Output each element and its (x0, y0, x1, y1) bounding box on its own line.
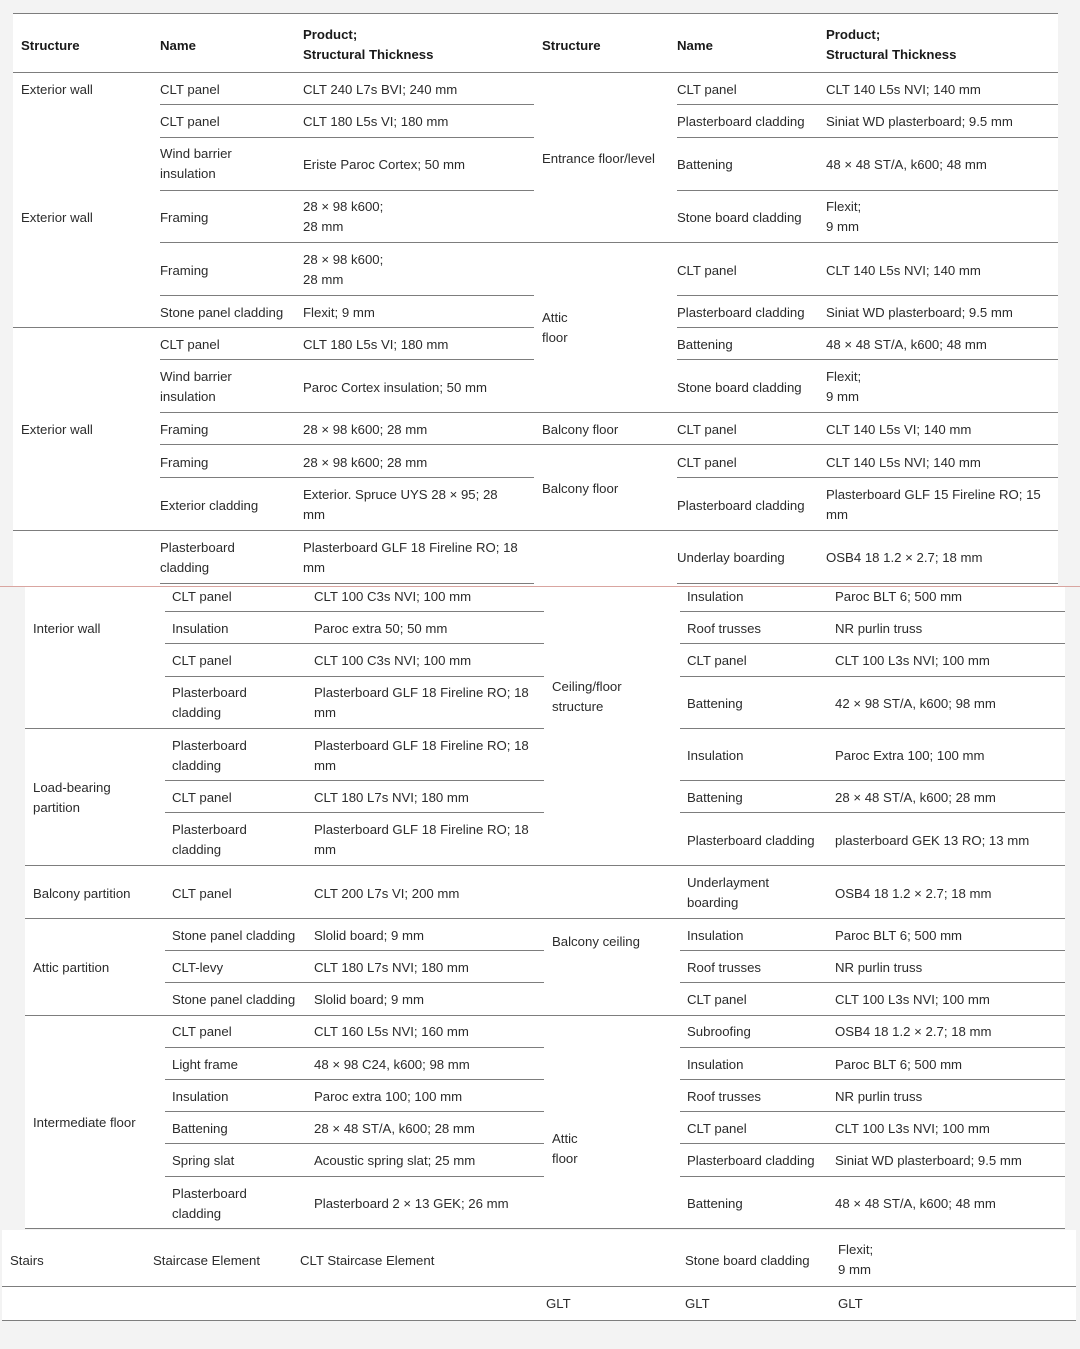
table-cell: CLT 140 L5s VI; 140 mm (826, 422, 972, 437)
table-cell: Balcony ceiling (552, 934, 640, 949)
table-rule (677, 190, 1058, 191)
table-cell: Exterior wall (21, 422, 93, 437)
header-product: Product; Structural Thickness (303, 27, 434, 62)
table-cell: Flexit; 9 mm (826, 199, 862, 234)
table-cell: Stone board cladding (677, 380, 802, 395)
table-cell: Siniat WD plasterboard; 9.5 mm (826, 114, 1013, 129)
table-cell: 28 × 48 ST/A, k600; 28 mm (314, 1121, 475, 1136)
table-cell: 48 × 48 ST/A, k600; 48 mm (835, 1196, 996, 1211)
table-rule (160, 583, 534, 584)
table-cell: NR purlin truss (835, 621, 923, 636)
table-cell: OSB4 18 1.2 × 2.7; 18 mm (826, 550, 983, 565)
table-footer-panel (2, 1230, 1076, 1320)
table-rule (680, 728, 1065, 729)
table-rule (160, 137, 534, 138)
table-cell: Stone board cladding (685, 1253, 810, 1268)
table-cell: Roof trusses (687, 960, 762, 975)
table-cell: Entrance floor/level (542, 151, 655, 166)
table-cell: CLT panel (677, 263, 737, 278)
table-rule (680, 643, 1065, 644)
table-cell: Wind barrier insulation (160, 369, 232, 404)
table-rule (534, 412, 1058, 413)
table-cell: Siniat WD plasterboard; 9.5 mm (826, 305, 1013, 320)
table-cell: Battening (172, 1121, 228, 1136)
table-rule (534, 444, 1058, 445)
table-rule (160, 190, 534, 191)
table-cell: CLT panel (677, 422, 737, 437)
table-cell: Framing (160, 455, 209, 470)
table-cell: CLT 180 L7s NVI; 180 mm (314, 790, 469, 805)
table-cell: Flexit; 9 mm (838, 1242, 874, 1277)
table-rule (677, 477, 1058, 478)
table-cell: 48 × 48 ST/A, k600; 48 mm (826, 157, 987, 172)
table-cell: CLT 100 C3s NVI; 100 mm (314, 653, 472, 668)
table-cell: Plasterboard cladding (677, 114, 805, 129)
table-cell: Plasterboard cladding (172, 822, 247, 857)
table-cell: CLT panel (172, 790, 232, 805)
top-border (13, 13, 1058, 14)
table-rule (160, 104, 534, 105)
table-cell: Stone panel cladding (172, 992, 296, 1007)
table-rule (534, 242, 1058, 243)
table-cell: CLT 100 L3s NVI; 100 mm (835, 653, 990, 668)
table-cell: CLT 140 L5s NVI; 140 mm (826, 263, 981, 278)
table-cell: Plasterboard GLF 18 Fireline RO; 18 mm (314, 685, 529, 720)
table-cell: CLT panel (677, 82, 737, 97)
table-cell: Framing (160, 263, 209, 278)
table-cell: Paroc extra 100; 100 mm (314, 1089, 463, 1104)
table-cell: Attic floor (552, 1131, 578, 1166)
table-cell: CLT panel (172, 1024, 232, 1039)
table-cell: Stone panel cladding (160, 305, 284, 320)
table-cell: plasterboard GEK 13 RO; 13 mm (835, 833, 1030, 848)
table-cell: CLT panel (172, 886, 232, 901)
table-cell: Stone board cladding (677, 210, 802, 225)
table-rule (680, 1176, 1065, 1177)
table-cell: Balcony floor (542, 481, 619, 496)
header-product-right: Product; Structural Thickness (826, 27, 957, 62)
header-name: Name (160, 38, 196, 53)
table-cell: Battening (677, 157, 733, 172)
table-cell: CLT-levy (172, 960, 224, 975)
table-cell: Framing (160, 422, 209, 437)
table-cell: Roof trusses (687, 1089, 762, 1104)
table-cell: GLT (685, 1296, 710, 1311)
table-cell: CLT 200 L7s VI; 200 mm (314, 886, 460, 901)
table-cell: Paroc Cortex insulation; 50 mm (303, 380, 487, 395)
table-rule (25, 865, 1065, 866)
table-cell: GLT (546, 1296, 571, 1311)
table-cell: 28 × 98 k600; 28 mm (303, 455, 428, 470)
table-rule (165, 1111, 544, 1112)
table-cell: CLT panel (687, 653, 747, 668)
table-cell: Plasterboard cladding (172, 738, 247, 773)
table-rule (165, 982, 544, 983)
table-cell: Paroc extra 50; 50 mm (314, 621, 448, 636)
table-cell: Plasterboard cladding (172, 685, 247, 720)
table-rule (2, 1320, 1076, 1321)
table-cell: CLT panel (687, 1121, 747, 1136)
table-cell: Plasterboard GLF 15 Fireline RO; 15 mm (826, 487, 1041, 522)
table-cell: CLT 180 L5s VI; 180 mm (303, 114, 449, 129)
table-cell: Siniat WD plasterboard; 9.5 mm (835, 1153, 1022, 1168)
table-cell: Staircase Element (153, 1253, 261, 1268)
table-rule (677, 295, 1058, 296)
table-rule (677, 104, 1058, 105)
table-rule (165, 1176, 544, 1177)
table-cell: Stairs (10, 1253, 44, 1268)
table-cell: CLT panel (172, 653, 232, 668)
table-cell: 48 × 98 C24, k600; 98 mm (314, 1057, 470, 1072)
table-rule (677, 137, 1058, 138)
table-cell: Insulation (172, 1089, 229, 1104)
table-rule (160, 477, 534, 478)
table-cell: Plasterboard cladding (160, 540, 235, 575)
table-rule (680, 676, 1065, 677)
table-cell: Balcony partition (33, 886, 131, 901)
table-rule (165, 676, 544, 677)
table-cell: Plasterboard GLF 18 Fireline RO; 18 mm (303, 540, 518, 575)
table-cell: Insulation (687, 1057, 744, 1072)
table-cell: Light frame (172, 1057, 238, 1072)
table-rule (677, 359, 1058, 360)
table-rule (680, 1047, 1065, 1048)
table-rule (165, 643, 544, 644)
table-cell: 28 × 98 k600; 28 mm (303, 422, 428, 437)
table-cell: CLT panel (172, 589, 232, 604)
table-cell: Framing (160, 210, 209, 225)
table-rule (25, 728, 544, 729)
table-cell: Plasterboard cladding (687, 1153, 815, 1168)
table-cell: Plasterboard cladding (677, 305, 805, 320)
table-rule (680, 1111, 1065, 1112)
table-cell: Paroc BLT 6; 500 mm (835, 1057, 963, 1072)
table-rule (680, 982, 1065, 983)
table-cell: Balcony floor (542, 422, 619, 437)
table-cell: Battening (687, 1196, 743, 1211)
table-cell: Flexit; 9 mm (303, 305, 375, 320)
table-cell: Underlay boarding (677, 550, 785, 565)
table-cell: Exterior cladding (160, 498, 259, 513)
table-cell: Attic partition (33, 960, 110, 975)
table-rule (13, 72, 1058, 73)
table-rule (677, 583, 1058, 584)
table-cell: Eriste Paroc Cortex; 50 mm (303, 157, 465, 172)
table-cell: Attic floor (542, 310, 568, 345)
table-cell: Acoustic spring slat; 25 mm (314, 1153, 476, 1168)
table-cell: Slolid board; 9 mm (314, 992, 424, 1007)
table-cell: Slolid board; 9 mm (314, 928, 424, 943)
table-rule (165, 1143, 544, 1144)
table-cell: Insulation (172, 621, 229, 636)
table-cell: NR purlin truss (835, 960, 923, 975)
header-structure-right: Structure (542, 38, 601, 53)
table-cell: Plasterboard GLF 18 Fireline RO; 18 mm (314, 822, 529, 857)
table-cell: 48 × 48 ST/A, k600; 48 mm (826, 337, 987, 352)
table-cell: Stone panel cladding (172, 928, 296, 943)
table-rule (165, 1079, 544, 1080)
table-rule (680, 611, 1065, 612)
table-rule (160, 295, 534, 296)
table-rule (165, 812, 544, 813)
table-rule (680, 1079, 1065, 1080)
table-cell: OSB4 18 1.2 × 2.7; 18 mm (835, 886, 992, 901)
table-cell: 28 × 98 k600; 28 mm (303, 252, 384, 287)
table-cell: Battening (687, 696, 743, 711)
table-cell: CLT panel (687, 992, 747, 1007)
table-cell: Plasterboard 2 × 13 GEK; 26 mm (314, 1196, 509, 1211)
table-cell: CLT 100 C3s NVI; 100 mm (314, 589, 472, 604)
table-rule (680, 812, 1065, 813)
table-cell: Plasterboard cladding (687, 833, 815, 848)
table-rule (165, 950, 544, 951)
table-cell: Subroofing (687, 1024, 751, 1039)
table-cell: Load-bearing partition (33, 780, 111, 815)
table-cell: Insulation (687, 589, 744, 604)
table-cell: Paroc BLT 6; 500 mm (835, 928, 963, 943)
table-rule (680, 950, 1065, 951)
table-rule (160, 412, 534, 413)
table-cell: Plasterboard cladding (677, 498, 805, 513)
table-cell: Spring slat (172, 1153, 235, 1168)
table-cell: Roof trusses (687, 621, 762, 636)
table-cell: CLT 100 L3s NVI; 100 mm (835, 1121, 990, 1136)
table-cell: Plasterboard cladding (172, 1186, 247, 1221)
table-cell: 28 × 98 k600; 28 mm (303, 199, 384, 234)
table-cell: Flexit; 9 mm (826, 369, 862, 404)
table-rule (25, 1015, 1065, 1016)
table-rule (13, 530, 1058, 531)
table-cell: CLT 100 L3s NVI; 100 mm (835, 992, 990, 1007)
table-cell: CLT panel (160, 114, 220, 129)
table-cell: Paroc Extra 100; 100 mm (835, 748, 985, 763)
header-structure: Structure (21, 38, 80, 53)
table-cell: 42 × 98 ST/A, k600; 98 mm (835, 696, 996, 711)
table-cell: 28 × 48 ST/A, k600; 28 mm (835, 790, 996, 805)
table-cell: NR purlin truss (835, 1089, 923, 1104)
table-cell: Underlayment boarding (687, 875, 770, 910)
table-cell: Ceiling/floor structure (552, 679, 622, 714)
table-rule (25, 1228, 1065, 1229)
table-cell: Intermediate floor (33, 1115, 136, 1130)
table-rule (680, 1143, 1065, 1144)
table-cell: CLT 140 L5s NVI; 140 mm (826, 455, 981, 470)
table-cell: Insulation (687, 928, 744, 943)
table-rule (680, 780, 1065, 781)
table-cell: GLT (838, 1296, 863, 1311)
table-cell: Battening (677, 337, 733, 352)
table-cell: CLT panel (160, 82, 220, 97)
table-cell: Interior wall (33, 621, 101, 636)
table-cell: Paroc BLT 6; 500 mm (835, 589, 963, 604)
table-cell: CLT 180 L5s VI; 180 mm (303, 337, 449, 352)
table-rule (160, 359, 534, 360)
table-cell: CLT 160 L5s NVI; 160 mm (314, 1024, 469, 1039)
table-rule (677, 327, 1058, 328)
table-cell: CLT 140 L5s NVI; 140 mm (826, 82, 981, 97)
table-cell: Insulation (687, 748, 744, 763)
table-cell: CLT 180 L7s NVI; 180 mm (314, 960, 469, 975)
table-cell: Wind barrier insulation (160, 146, 232, 181)
table-rule (165, 780, 544, 781)
table-rule (2, 1286, 1076, 1287)
table-cell: CLT Staircase Element (300, 1253, 435, 1268)
table-rule (13, 327, 534, 328)
table-rule (160, 242, 534, 243)
table-rule (25, 918, 1065, 919)
table-cell: CLT 240 L7s BVI; 240 mm (303, 82, 458, 97)
table-cell: Exterior wall (21, 82, 93, 97)
table-rule (165, 611, 544, 612)
header-name-right: Name (677, 38, 713, 53)
table-cell: OSB4 18 1.2 × 2.7; 18 mm (835, 1024, 992, 1039)
table-cell: Plasterboard GLF 18 Fireline RO; 18 mm (314, 738, 529, 773)
table-cell: Battening (687, 790, 743, 805)
table-rule (160, 444, 534, 445)
table-cell: Exterior wall (21, 210, 93, 225)
table-rule (165, 1047, 544, 1048)
table-cell: Exterior. Spruce UYS 28 × 95; 28 mm (303, 487, 498, 522)
table-cell: CLT panel (677, 455, 737, 470)
table-cell: CLT panel (160, 337, 220, 352)
